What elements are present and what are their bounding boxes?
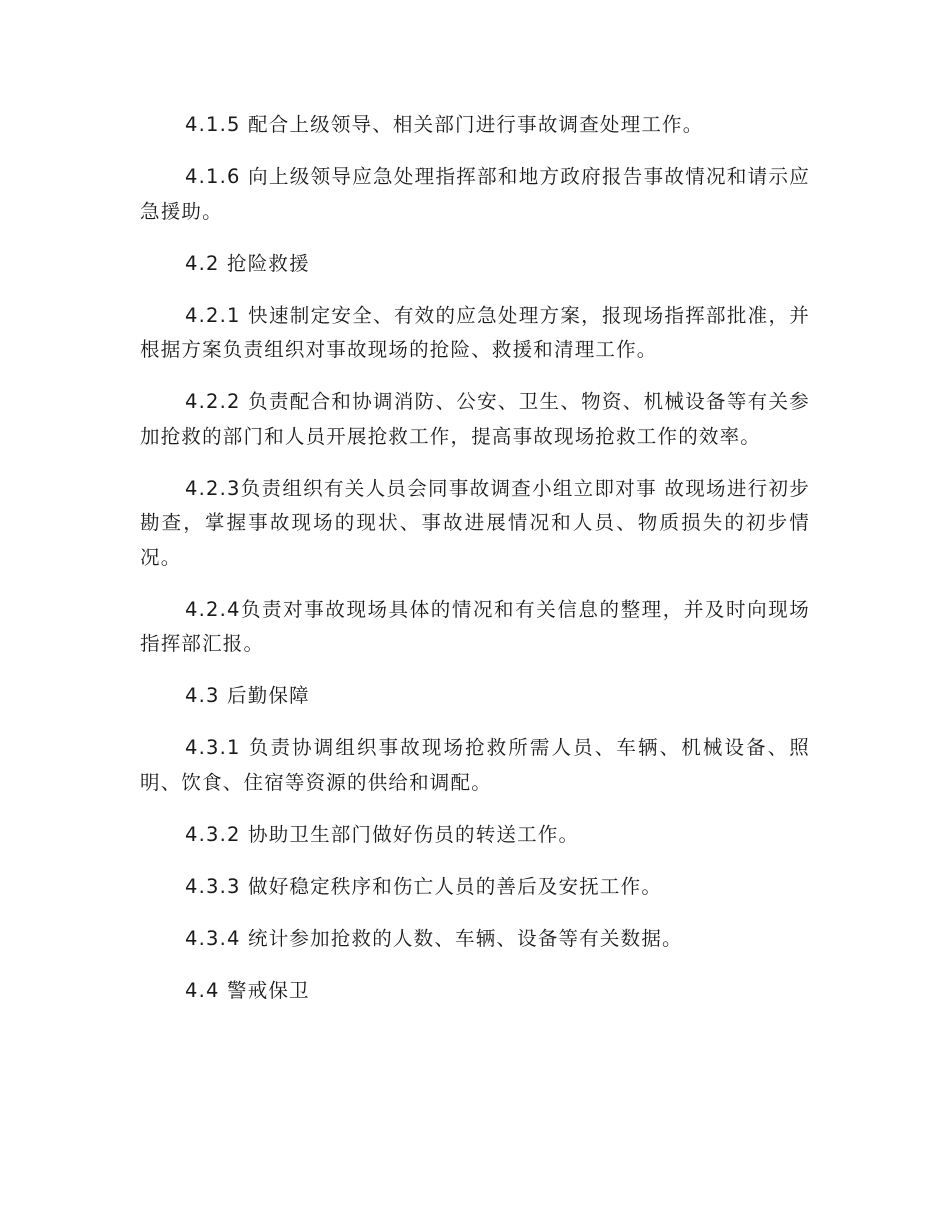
section-heading-4-3: 4.3 后勤保障 — [185, 684, 310, 707]
paragraph-4-1-5: 4.1.5 配合上级领导、相关部门进行事故调查处理工作。 — [185, 113, 704, 136]
document-body — [140, 108, 810, 1026]
paragraph-4-3-1: 4.3.1 负责协调组织事故现场抢救所需人员、车辆、机械设备、照明、饮食、住宿等资源的供给和调配。 — [140, 736, 810, 794]
paragraph-4-2-4: 4.2.4负责对事故现场具体的情况和有关信息的整理，并及时向现场指挥部汇报。 — [140, 597, 810, 655]
paragraph-4-2-3: 4.2.3负责组织有关人员会同事故调查小组立即对事 故现场进行初步勘查，掌握事故现场的现状、事故进展情况和人员、物质损失的初步情况。 — [140, 476, 810, 569]
paragraph-4-2-2: 4.2.2 负责配合和协调消防、公安、卫生、物资、机械设备等有关参加抢救的部门和人员开展抢救工作，提高事故现场抢救工作的效率。 — [140, 390, 810, 448]
paragraph-4-3-2: 4.3.2 协助卫生部门做好伤员的转送工作。 — [185, 822, 580, 846]
paragraph-4-1-6: 4.1.6 向上级领导应急处理指挥部和地方政府报告事故情况和请示应急援助。 — [140, 165, 810, 223]
paragraph-4-2-1: 4.2.1 快速制定安全、有效的应急处理方案，报现场指挥部批准，并根据方案负责组织对事故现场的抢险、救援和清理工作。 — [140, 303, 810, 361]
section-heading-4-2: 4.2 抢险救援 — [185, 251, 310, 275]
paragraph-4-3-3: 4.3.3 做好稳定秩序和伤亡人员的善后及安抚工作。 — [185, 874, 663, 898]
section-heading-4-4: 4.4 警戒保卫 — [185, 978, 310, 1002]
paragraph-4-3-4: 4.3.4 统计参加抢救的人数、车辆、设备等有关数据。 — [185, 926, 683, 950]
